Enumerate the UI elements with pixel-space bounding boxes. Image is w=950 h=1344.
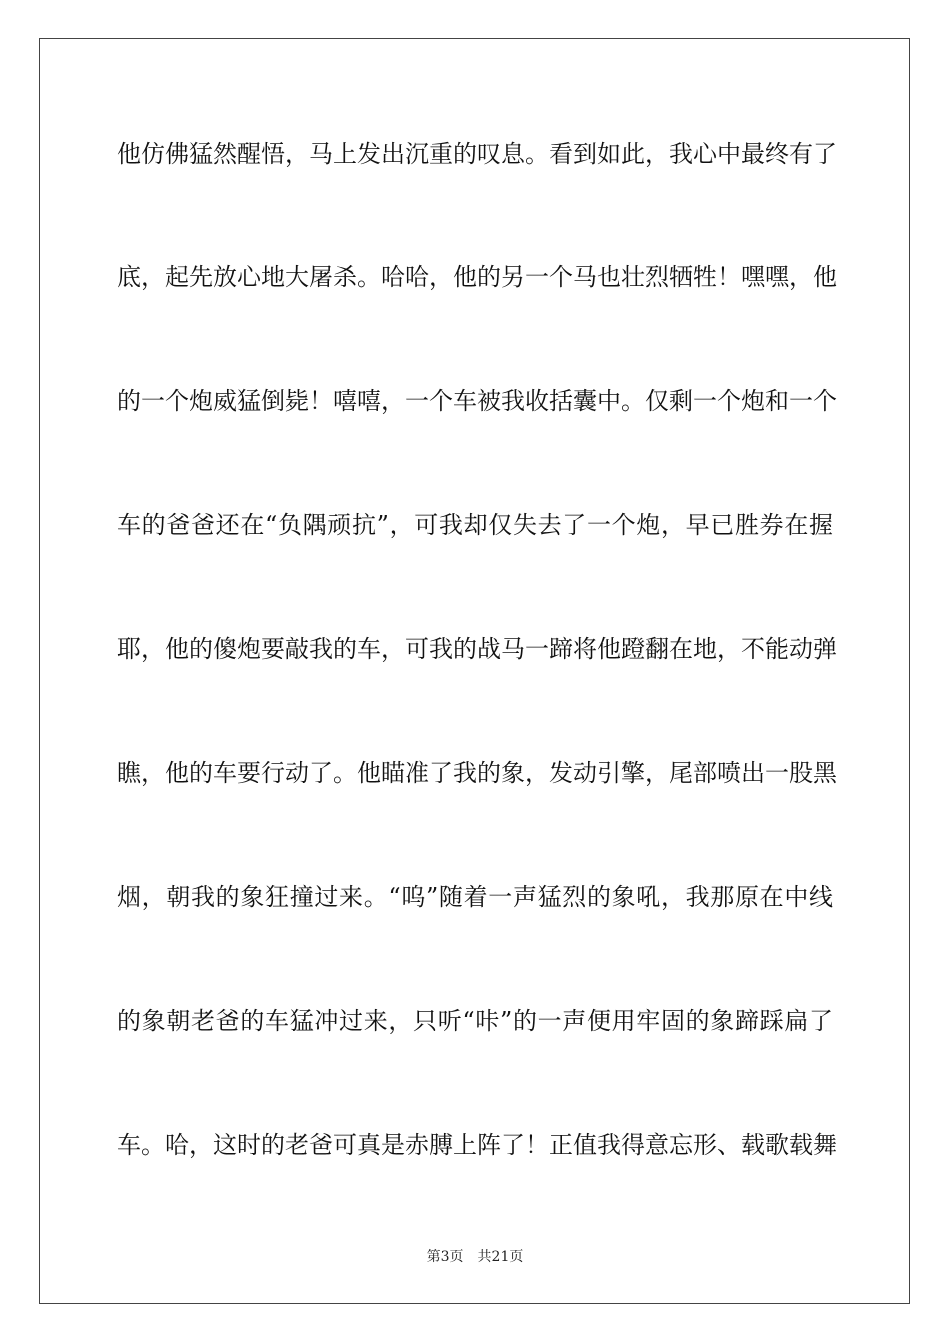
- text-line: 瞧，他的车要行动了。他瞄准了我的象，发动引擎，尾部喷出一股黑: [117, 759, 837, 787]
- text-line: 车的爸爸还在“负隅顽抗”，可我却仅失去了一个炮，早已胜券在握: [117, 511, 833, 539]
- page-border: [39, 38, 910, 1304]
- text-line: 的象朝老爸的车猛冲过来，只听“咔”的一声便用牢固的象蹄踩扁了: [117, 1007, 833, 1035]
- text-line: 耶，他的傻炮要敲我的车，可我的战马一蹄将他蹬翻在地，不能动弹: [117, 635, 837, 663]
- text-line: 的一个炮威猛倒毙！嘻嘻，一个车被我收括囊中。仅剩一个炮和一个: [117, 387, 837, 415]
- text-line: 烟，朝我的象狂撞过来。“呜”随着一声猛烈的象吼，我那原在中线: [117, 883, 833, 911]
- text-line: 车。哈，这时的老爸可真是赤膊上阵了！正值我得意忘形、载歌载舞: [117, 1131, 837, 1159]
- text-line: 他仿佛猛然醒悟，马上发出沉重的叹息。看到如此，我心中最终有了: [117, 140, 837, 168]
- text-line: 底，起先放心地大屠杀。哈哈，他的另一个马也壮烈牺牲！嘿嘿，他: [117, 263, 837, 291]
- page-number-footer: 第3页 共21页: [426, 1249, 524, 1265]
